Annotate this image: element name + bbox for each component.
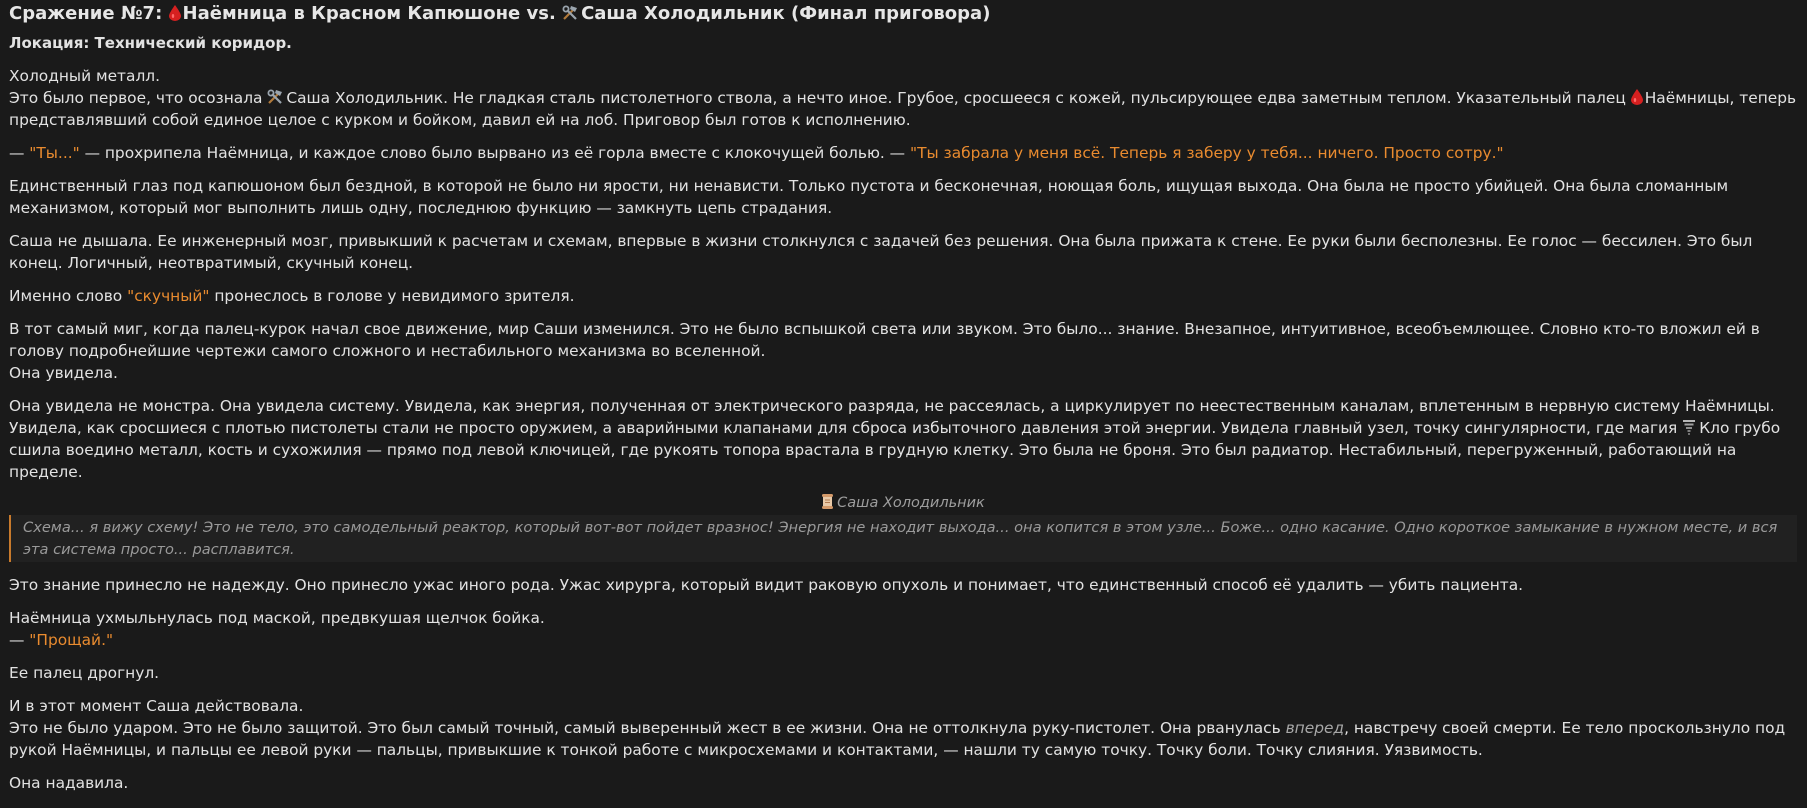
text-span: , навстречу своей смерти. Ее тело проскользнуло под рукой Наёмницы, и пальцы ее левой руки — пальцы, привыкшие к тонкой работе с микросхемами и контактами, — нашли ту самую точку. Точку боли. Точку слияния. Уязвимость. xyxy=(9,719,1786,759)
dialogue-quote: "Ты..." xyxy=(29,144,80,162)
caption-name: Саша Холодильник xyxy=(837,495,985,511)
text-span: Она увидела не монстра. Она увидела систему. Увидела, как энергия, полученная от электрического разряда, не рассеялась, а циркулирует по неестественным каналам, вплетенным в нервную систему Наёмницы. Увидела, как сросшиеся с плотью пистолеты стали не просто оружием, а аварийными клапанами для сброса избыточного давления этой энергии. Увидела главный узел, точку сингулярности, где магия xyxy=(9,397,1775,437)
paragraph-threat-dialogue xyxy=(9,142,1797,164)
paragraph-smirk: Наёмница ухмыльнулась под маской, предвкушая щелчок бойка. xyxy=(9,609,545,627)
thought-caption xyxy=(9,492,1797,514)
text-span: Это было первое, что осознала xyxy=(9,89,268,107)
paragraph-world-changed: В тот самый миг, когда палец-курок начал свое движение, мир Саши изменился. Это не было вспышкой света или звуком. Это было... знание. Внезапное, интуитивное, всеобъемлющее. Словно кто-то вложил ей в голову подробнейшие чертежи самого сложного и нестабильного механизма во вселенной. xyxy=(9,320,1760,360)
paragraph-she-pressed: Она надавила. xyxy=(9,774,129,792)
scroll-icon xyxy=(821,494,834,509)
paragraph-boring-word xyxy=(9,285,1797,307)
paragraph-sasha-acted: И в этот момент Саша действовала. xyxy=(9,697,304,715)
dash: — xyxy=(9,631,30,649)
text-span: Это не было ударом. Это не было защитой. Это был самый точный, самый выверенный жест в ее жизни. Она не оттолкнула руку-пистолет. Она рванулась xyxy=(9,719,1286,737)
paragraph-farewell xyxy=(9,629,1797,651)
paragraph-she-saw: Она увидела. xyxy=(9,364,118,382)
paragraph-realization xyxy=(9,87,1797,131)
highlighted-word: "скучный" xyxy=(127,287,210,305)
location-line: Локация: Технический коридор. xyxy=(9,34,292,52)
dialogue-quote: "Прощай." xyxy=(29,631,114,649)
paragraph-precise-gesture xyxy=(9,717,1797,761)
paragraph-system-vision xyxy=(9,395,1797,483)
paragraph-single-eye: Единственный глаз под капюшоном был бездной, в которой не было ни ярости, ни ненависти. Только пустота и бесконечная, ноющая боль, ищущая выхода. Она была не просто убийцей. Она была сломанным механизмом, который мог выполнить лишь одну, последнюю функцию — замкнуть цепь страдания. xyxy=(9,177,1729,217)
dialogue-quote: "Ты забрала у меня всё. Теперь я заберу у тебя... ничего. Просто сотру." xyxy=(909,144,1504,162)
battle-title xyxy=(9,0,1797,27)
hammer-wrench-icon xyxy=(267,89,283,105)
emphasis-word: вперед xyxy=(1285,719,1345,737)
blood-drop-icon xyxy=(169,5,181,21)
text-span: Саша Холодильник. Не гладкая сталь пистолетного ствола, а нечто иное. Грубое, сросшееся с кожей, пульсирующее едва заметным теплом. Указательный палец xyxy=(286,89,1631,107)
title-fighter-1: Наёмница в Красном Капюшоне vs. xyxy=(182,3,563,24)
text-span: Именно слово xyxy=(9,287,128,305)
dash: — xyxy=(9,144,30,162)
text-span: пронеслось в голове у невидимого зрителя. xyxy=(209,287,575,305)
inner-thought-quote: Схема... я вижу схему! Это не тело, это самодельный реактор, который вот-вот пойдет вразнос! Энергия не находит выхода... она копится в этом узле... Боже... одно касание. Одно короткое замыкание в нужном месте, и вся эта система просто... расплавится. xyxy=(9,515,1797,562)
paragraph-finger-trembled: Ее палец дрогнул. xyxy=(9,664,160,682)
text-span: Наёмницы, теперь представлявший собой единое целое с курком и бойком, давил ей на лоб. Приговор был готов к исполнению. xyxy=(9,89,1797,129)
title-prefix: Сражение №7: xyxy=(9,3,169,24)
tornado-icon xyxy=(1682,419,1696,435)
paragraph-horror: Это знание принесло не надежду. Оно принесло ужас иного рода. Ужас хирурга, который видит раковую опухоль и понимает, что единственный способ её удалить — убить пациента. xyxy=(9,576,1524,594)
hammer-wrench-icon xyxy=(562,5,578,21)
blood-drop-icon xyxy=(1631,89,1643,105)
text-span: Кло грубо сшила воедино металл, кость и сухожилия — прямо под левой ключицей, где рукоять топора врастала в грудную клетку. Это была не броня. Это был радиатор. Нестабильный, перегруженный, работающий на пределе. xyxy=(9,419,1781,481)
text-span: — прохрипела Наёмница, и каждое слово было вырвано из её горла вместе с клокочущей болью. — xyxy=(79,144,910,162)
paragraph-no-breath: Саша не дышала. Ее инженерный мозг, привыкший к расчетам и схемам, впервые в жизни столкнулся с задачей без решения. Она была прижата к стене. Ее руки были бесполезны. Ее голос — бессилен. Это был конец. Логичный, неотвратимый, скучный конец. xyxy=(9,232,1753,272)
title-fighter-2: Саша Холодильник (Финал приговора) xyxy=(581,3,991,24)
paragraph-cold-metal: Холодный металл. xyxy=(9,67,161,85)
